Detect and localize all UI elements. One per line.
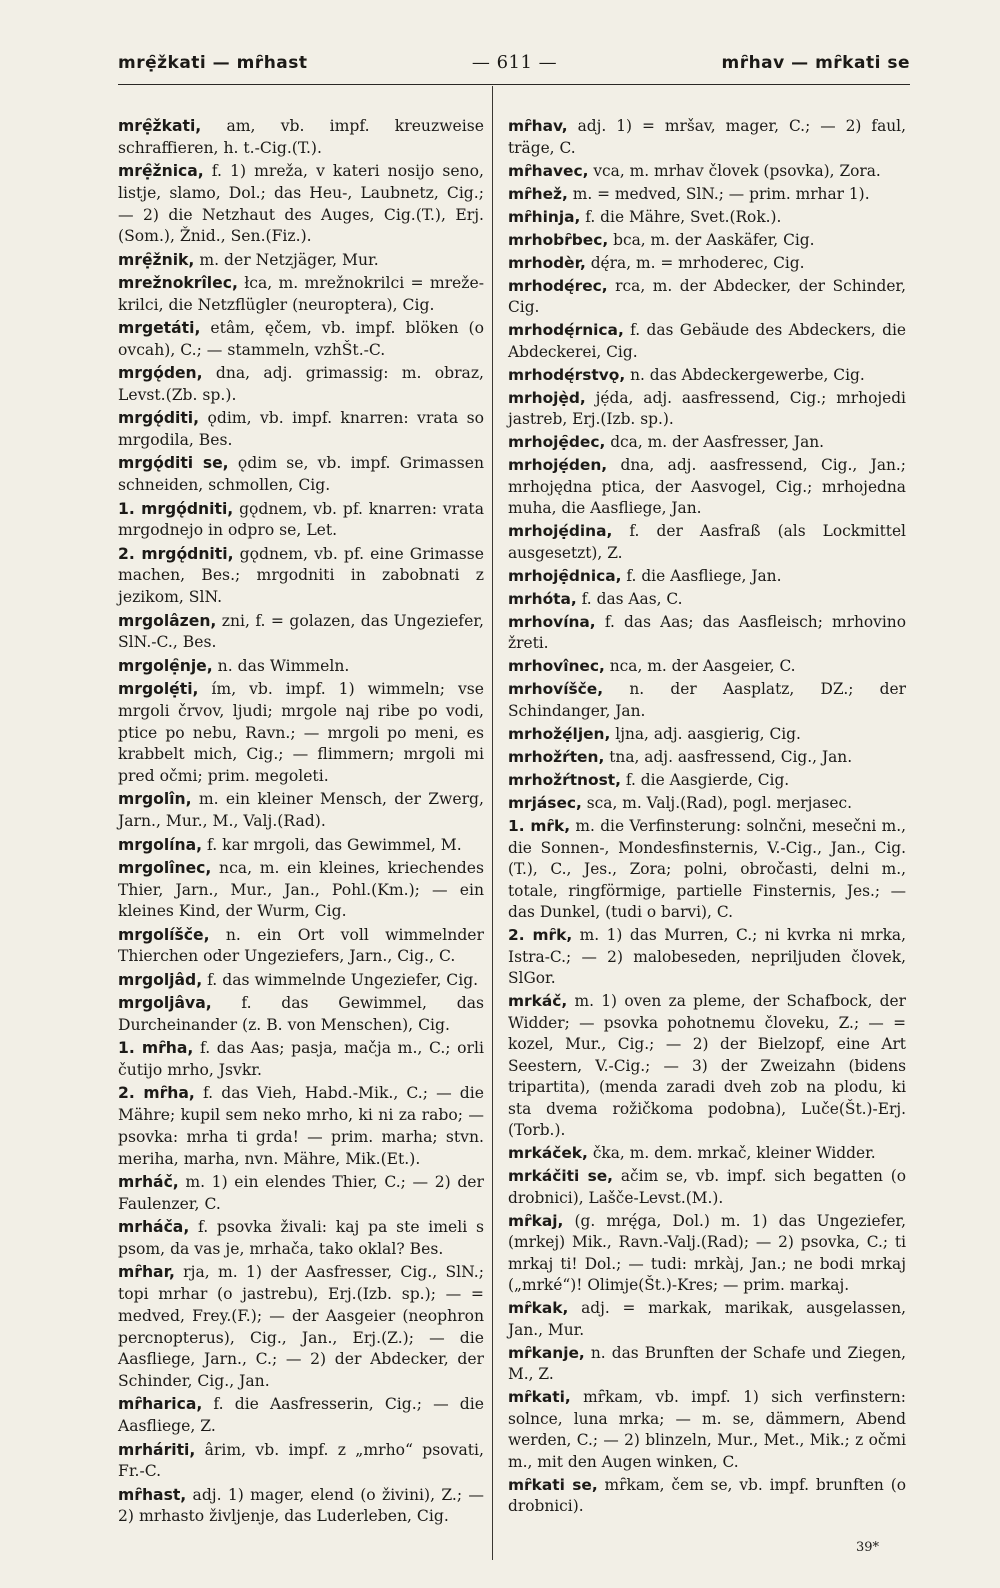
entry-headword: 2. mrgǫ́dniti,	[118, 544, 234, 563]
entry-headword: mrgolînec,	[118, 858, 212, 877]
dictionary-entry	[508, 656, 906, 678]
dictionary-entry	[118, 1440, 484, 1484]
dictionary-entry	[508, 991, 906, 1142]
entry-headword: mrhovînec,	[508, 657, 605, 676]
entry-headword: mrháč,	[118, 1172, 179, 1191]
entry-definition: f. das Aas; pasja, mačja m., C.; orli čutijo mrho, Jsvkr.	[118, 1039, 484, 1079]
dictionary-entry	[508, 521, 906, 564]
entry-headword: mrhovíšče,	[508, 680, 604, 699]
entry-definition: gǫdnem, vb. pf. eine Grimasse machen, Bes.; mrgodniti in zabobnati z jezikom, SlN.	[118, 544, 484, 607]
entry-definition: jẹ́da, adj. aasfressend, Cig.; mrhojedi jastreb, Erj.(Izb. sp.).	[508, 388, 906, 429]
entry-definition: m. der Netzjäger, Mur.	[199, 250, 379, 269]
entry-definition: dna, adj. aasfressend, Cig., Jan.; mrhojędna ptica, der Aasvogel, Cig.; mrhojedna muha, die Aasfliege, Jan.	[508, 456, 906, 518]
entry-headword: mrhojẹ́den,	[508, 456, 608, 475]
dictionary-entry	[118, 161, 484, 248]
entry-definition: f. die Mähre, Svet.(Rok.).	[585, 207, 782, 226]
entry-headword: mȓhinja,	[508, 207, 581, 226]
dictionary-entry	[118, 544, 484, 609]
header-left: mrẹ̑žkati — mȓhast	[118, 53, 308, 73]
entry-headword: mrgetáti,	[118, 319, 201, 338]
dictionary-entry	[508, 1387, 906, 1473]
dictionary-entry	[118, 925, 484, 969]
entry-headword: mrjásec,	[508, 793, 582, 812]
entry-headword: mrhodę́rstvǫ,	[508, 365, 626, 384]
entry-headword: mȓharica,	[118, 1395, 203, 1414]
dictionary-entry	[118, 453, 484, 497]
dictionary-entry	[118, 1083, 484, 1170]
dictionary-entry	[118, 499, 484, 543]
dictionary-entry	[118, 611, 484, 655]
entry-headword: mrhojẹ̀d,	[508, 388, 586, 407]
entry-definition: n. das Brunften der Schafe und Ziegen, M., Z.	[508, 1343, 906, 1384]
entry-definition: etâm, ęčem, vb. impf. blöken (o ovcah), C.; — stammeln, vzhŠt.-C.	[118, 319, 484, 359]
entry-definition: nca, m. der Aasgeier, C.	[609, 657, 796, 676]
dictionary-entry	[508, 793, 906, 815]
dictionary-entry	[118, 835, 484, 857]
entry-headword: 1. mȓk,	[508, 816, 571, 835]
entry-definition: ačim se, vb. impf. sich begatten (o drobnici), Lašče-Levst.(M.).	[508, 1167, 906, 1207]
left-column	[118, 116, 484, 1530]
entry-headword: mrẹ̑žnica,	[118, 162, 204, 181]
entry-definition: f. die Aasgierde, Cig.	[625, 770, 790, 789]
entry-definition: adj. 1) mager, elend (o živini), Z.; — 2) mrhasto življenje, das Luderleben, Cig.	[118, 1485, 484, 1526]
dictionary-entry	[508, 724, 906, 746]
entry-definition: mȓkam, čem se, vb. impf. brunften (o drobnici).	[508, 1475, 906, 1516]
dictionary-entry	[508, 116, 906, 159]
entry-definition: nca, m. ein kleines, kriechendes Thier, Jarn., Mur., Jan., Pohl.(Km.); — ein kleines Kind, der Wurm, Cig.	[118, 858, 484, 921]
dictionary-entry	[118, 116, 484, 160]
entry-headword: mrgolẹ́ti,	[118, 679, 199, 698]
entry-headword: mrgǫ́diti,	[118, 409, 200, 428]
entry-headword: mrhovína,	[508, 612, 596, 631]
dictionary-entry	[118, 408, 484, 452]
dictionary-entry	[508, 276, 906, 319]
dictionary-entry	[508, 589, 906, 611]
column-divider	[492, 86, 493, 1560]
dictionary-entry	[508, 679, 906, 722]
dictionary-entry	[508, 1166, 906, 1209]
dictionary-entry	[118, 1217, 484, 1261]
dictionary-entry	[508, 1211, 906, 1297]
entry-headword: mrgolîn,	[118, 790, 192, 809]
dictionary-entry	[508, 365, 906, 387]
entry-headword: mrkáčiti se,	[508, 1167, 614, 1186]
entry-definition: tna, adj. aasfressend, Cig., Jan.	[609, 747, 853, 766]
entry-definition: f. das Gebäude des Abdeckers, die Abdeckerei, Cig.	[508, 321, 906, 361]
dictionary-entry	[508, 455, 906, 520]
entry-headword: mrhodę́rnica,	[508, 321, 624, 340]
entry-headword: mrhodę́rec,	[508, 276, 608, 295]
dictionary-entry	[118, 970, 484, 992]
dictionary-entry	[118, 858, 484, 923]
entry-definition: čka, m. dem. mrkač, kleiner Widder.	[592, 1144, 876, 1163]
dictionary-entry	[508, 432, 906, 454]
page-number: — 611 —	[471, 52, 558, 73]
entry-headword: mrgoljâd,	[118, 970, 203, 989]
dictionary-entry	[508, 612, 906, 655]
entry-headword: mȓkaj,	[508, 1211, 564, 1230]
entry-definition: n. das Abdeckergewerbe, Cig.	[630, 365, 865, 384]
entry-definition: f. die Aasfresserin, Cig.; — die Aasfliege, Z.	[118, 1395, 484, 1436]
dictionary-entry	[118, 363, 484, 407]
entry-headword: mrhodèr,	[508, 253, 586, 272]
dictionary-entry	[508, 770, 906, 792]
dictionary-entry	[118, 1038, 484, 1082]
signature-mark: 39*	[856, 1540, 880, 1555]
entry-definition: n. ein Ort voll wimmelnder Thierchen oder Ungeziefers, Jarn., Cig., C.	[118, 925, 484, 966]
entry-definition: dca, m. der Aasfresser, Jan.	[610, 433, 825, 452]
entry-headword: mȓkati,	[508, 1388, 571, 1407]
dictionary-entry	[508, 320, 906, 363]
dictionary-entry	[118, 679, 484, 788]
entry-definition: f. das Aas, C.	[581, 589, 683, 608]
entry-definition: n. das Wimmeln.	[217, 656, 350, 675]
entry-definition: f. 1) mreža, v kateri nosijo seno, listje, slamo, Dol.; das Heu-, Laubnetz, Cig.; — 2) die Netzhaut des Auges, Cig.(T.), Erj.(Som.), Žnid., Sen.(Fiz.).	[118, 162, 484, 246]
dictionary-entry	[508, 1298, 906, 1341]
dictionary-entry	[508, 1343, 906, 1386]
dictionary-entry	[118, 1394, 484, 1438]
entry-headword: mrežnokrîlec,	[118, 274, 238, 293]
header-right: mȓhav — mȓkati se	[721, 53, 910, 73]
entry-definition: n. der Aasplatz, DZ.; der Schindanger, Jan.	[508, 680, 906, 720]
entry-headword: mȓkanje,	[508, 1343, 585, 1362]
entry-headword: mȓhež,	[508, 184, 568, 203]
entry-definition: (g. mrę́ga, Dol.) m. 1) das Ungeziefer, (mrkej) Mik., Ravn.-Valj.(Rad); — 2) psovka, C.; ti mrkaj ti! Dol.; — tudi: mrkàj, Jan.; ne bodi mrkaj („mrké“)! Olimje(Št.)-Kres; — prim. markaj.	[508, 1211, 906, 1295]
entry-headword: mrkáč,	[508, 992, 568, 1011]
entry-definition: f. psovka živali: kaj pa ste imeli s psom, da vas je, mrhača, tako oklal? Bes.	[118, 1218, 484, 1258]
header-rule	[118, 84, 910, 85]
dictionary-entry	[118, 1172, 484, 1216]
entry-definition: adj. 1) = mršav, mager, C.; — 2) faul, träge, C.	[508, 117, 906, 157]
entry-definition: f. das Aas; das Aasfleisch; mrhovino žreti.	[508, 612, 906, 653]
entry-headword: mrhožŕten,	[508, 747, 605, 766]
dictionary-entry	[508, 566, 906, 588]
entry-definition: ǫdim se, vb. impf. Grimassen schneiden, schmollen, Cig.	[118, 454, 484, 495]
entry-definition: m. = medved, SlN.; — prim. mrhar 1).	[572, 184, 870, 203]
dictionary-entry	[118, 318, 484, 362]
entry-definition: f. das wimmelnde Ungeziefer, Cig.	[207, 970, 479, 989]
dictionary-entry	[508, 207, 906, 229]
entry-headword: 1. mȓha,	[118, 1039, 194, 1058]
entry-definition: f. kar mrgoli, das Gewimmel, M.	[207, 835, 462, 854]
dictionary-entry	[508, 161, 906, 183]
dictionary-entry	[118, 656, 484, 678]
entry-definition: am, vb. impf. kreuzweise schraffieren, h. t.-Cig.(T.).	[118, 117, 484, 157]
entry-definition: ârim, vb. impf. z „mrho“ psovati, Fr.-C.	[118, 1440, 484, 1481]
entry-definition: m. die Verfinsterung: solnčni, mesečni m., die Sonnen-, Mondesfinsternis, V.-Cig., Jan., Cig.(T.), C., Jes., Zora; polni, obročasti, delni m., totale, ringförmige, partielle Finsternis, Jes.; — das Dunkel, (tudi o barvi), C.	[508, 816, 906, 922]
entry-headword: mrhojẹ́dina,	[508, 522, 613, 541]
dictionary-entry	[118, 993, 484, 1037]
entry-definition: ǫdim, vb. impf. knarren: vrata so mrgodila, Bes.	[118, 409, 484, 450]
entry-headword: mȓkak,	[508, 1299, 569, 1318]
dictionary-entry	[508, 816, 906, 924]
entry-headword: mrhojẹ̑dnica,	[508, 566, 622, 585]
dictionary-entry	[118, 789, 484, 833]
dictionary-entry	[508, 388, 906, 431]
entry-headword: mrgolína,	[118, 835, 203, 854]
dictionary-entry	[508, 1475, 906, 1518]
entry-headword: mrẹ̑žnik,	[118, 250, 195, 269]
entry-headword: mrhojẹ̑dec,	[508, 433, 606, 452]
dictionary-entry	[508, 253, 906, 275]
entry-headword: mrháriti,	[118, 1440, 196, 1459]
entry-definition: bca, m. der Aaskäfer, Cig.	[613, 230, 815, 249]
entry-definition: dna, adj. grimassig: m. obraz, Levst.(Zb. sp.).	[118, 364, 484, 405]
entry-headword: mȓhast,	[118, 1485, 187, 1504]
entry-definition: f. die Aasfliege, Jan.	[626, 566, 782, 585]
entry-headword: mrgoljâva,	[118, 994, 212, 1013]
entry-definition: zni, f. = golazen, das Ungeziefer, SlN.-C., Bes.	[118, 611, 484, 652]
entry-headword: mrhožŕtnost,	[508, 770, 621, 789]
entry-headword: mȓhav,	[508, 117, 568, 135]
entry-headword: 2. mȓha,	[118, 1084, 195, 1103]
dictionary-entry	[118, 1262, 484, 1393]
entry-definition: gǫdnem, vb. pf. knarren: vrata mrgodnejo in odpro se, Let.	[118, 499, 484, 540]
entry-headword: mrgolíšče,	[118, 925, 210, 944]
dictionary-entry	[118, 273, 484, 317]
right-column	[508, 116, 906, 1519]
entry-definition: rja, m. 1) der Aasfresser, Cig., SlN.; topi mrhar (o jastrebu), Erj.(Izb. sp.); — = medved, Frey.(F.); — der Aasgeier (neophron percnopterus), Cig., Jan., Erj.(Z.); — die Aasfliege, Jarn., C.; — 2) der Abdecker, der Schinder, Cig., Jan.	[118, 1263, 484, 1391]
entry-headword: mrkáček,	[508, 1144, 588, 1163]
page-header	[118, 52, 910, 73]
entry-definition: f. der Aasfraß (als Lockmittel ausgesetzt), Z.	[508, 522, 906, 562]
dictionary-entry	[508, 925, 906, 990]
entry-headword: mrgolẹ̑nje,	[118, 656, 213, 675]
entry-definition: sca, m. Valj.(Rad), pogl. merjasec.	[586, 793, 853, 812]
entry-headword: mrhóta,	[508, 589, 577, 608]
entry-definition: m. 1) ein elendes Thier, C.; — 2) der Faulenzer, C.	[118, 1172, 484, 1213]
entry-headword: mrgǫ́diti se,	[118, 454, 229, 473]
entry-definition: f. das Vieh, Habd.-Mik., C.; — die Mähre; kupil sem neko mrho, ki ni za rabo; — psovka: mrha ti grda! — prim. marha; stvn. meriha, marha, nvn. Mähre, Mik.(Et.).	[118, 1084, 484, 1168]
entry-headword: mrẹ̑žkati,	[118, 117, 202, 135]
entry-headword: mrhobȓbec,	[508, 230, 609, 249]
entry-definition: m. 1) das Murren, C.; ni kvrka ni mrka, Istra-C.; — 2) malobeseden, nepriljuden človek, SlGor.	[508, 926, 906, 988]
entry-definition: vca, m. mrhav človek (psovka), Zora.	[593, 161, 881, 180]
entry-definition: adj. = markak, marikak, ausgelassen, Jan., Mur.	[508, 1299, 906, 1339]
entry-definition: ím, vb. impf. 1) wimmeln; vse mrgoli črvov, ljudi; mrgole naj ribe po vodi, ptice po nebu, Ravn.; — mrgoli po meni, es krabbelt mich, Cig.; — flimmern; mrgoli mi pred očmi; prim. megoleti.	[118, 679, 484, 786]
entry-headword: mȓhavec,	[508, 161, 589, 180]
entry-headword: mrgolâzen,	[118, 611, 217, 630]
entry-headword: mrgǫ́den,	[118, 364, 203, 383]
entry-definition: m. ein kleiner Mensch, der Zwerg, Jarn., Mur., M., Valj.(Rad).	[118, 790, 484, 831]
entry-headword: mrháča,	[118, 1218, 190, 1237]
entry-headword: mȓkati se,	[508, 1475, 598, 1494]
entry-definition: dę́ra, m. = mrhoderec, Cig.	[590, 253, 805, 272]
entry-definition: łca, m. mrežnokrilci = mreže-krilci, die Netzflügler (neuroptera), Cig.	[118, 274, 485, 314]
dictionary-entry	[118, 250, 484, 272]
entry-definition: rca, m. der Abdecker, der Schinder, Cig.	[508, 276, 906, 317]
entry-definition: ljna, adj. aasgierig, Cig.	[615, 724, 801, 743]
entry-headword: mrhožẹ́ljen,	[508, 724, 611, 743]
entry-headword: 1. mrgǫ́dniti,	[118, 499, 234, 518]
entry-definition: f. das Gewimmel, das Durcheinander (z. B. von Menschen), Cig.	[118, 994, 484, 1034]
entry-headword: 2. mȓk,	[508, 926, 573, 945]
entry-headword: mȓhar,	[118, 1263, 175, 1282]
dictionary-entry	[118, 1485, 484, 1529]
dictionary-entry	[508, 1143, 906, 1165]
dictionary-entry	[508, 184, 906, 206]
entry-definition: m. 1) oven za pleme, der Schafbock, der Widder; — psovka pohotnemu človeku, Z.; — = kozel, Mur., Cig.; — 2) der Bielzopf, eine Art Seestern, V.-Cig.; — 3) der Zweizahn (bidens tripartita), (menda zaradi dveh zob na plodu, ki sta dvema rožičkoma podobna), Luče(Št.)-Erj.(Torb.).	[508, 992, 906, 1140]
dictionary-entry	[508, 230, 906, 252]
dictionary-entry	[508, 747, 906, 769]
entry-definition: mȓkam, vb. impf. 1) sich verfinstern: solnce, luna mrka; — m. se, dämmern, Abend werden, C.; — 2) blinzeln, Mur., Met., Mik.; z očmi m., mit den Augen winken, C.	[508, 1388, 906, 1471]
